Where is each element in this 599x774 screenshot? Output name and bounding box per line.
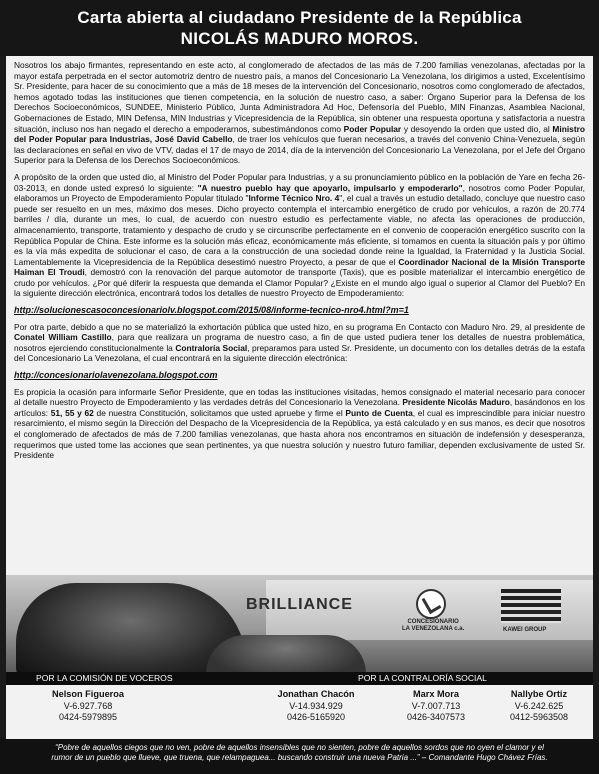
signer-2 — [256, 689, 376, 724]
concesionario-sign — [402, 619, 464, 633]
text-run: ", el cual a través un estudio detallado, concluye que nuestro caso puede ser resuelto en un mes, máximo dos meses. Dicho proyecto contempla el intercambio energético de crudo por vehículos, a razón de 20.774 barriles / día, durante un mes, lo cual, de acuerdo con nuestro estudio es perfectamente viable, no afecta las operaciones de producción, almacenamiento, transporte, tratamiento y despacho de crudo y se circunscribe perfectamente en el convenio de cooperación energético suscrito con la República Popular de China. Este informe es la solución más eficaz, económicamente más eficiente, si tomamos en cuenta la situación país y por último es la vía más expedita de solucionar el caso, de cara a la construcción de una sociedad donde reine la Igualdad, la Fraternidad y la Justicia Social. Lamentablemente la Vicepresidencia de la República desestimó nuestro Proyecto, a pesar de que el — [14, 193, 585, 267]
bold-run: "A nuestro pueblo hay que apoyarlo, impulsarlo y empoderarlo" — [197, 182, 463, 193]
closing-quote — [0, 739, 599, 774]
letter-text — [6, 56, 593, 461]
recipient-name: NICOLÁS MADURO MOROS. — [180, 29, 419, 48]
concesionario-logo-icon — [416, 589, 446, 619]
text-run: Es propicia la ocasión para informarle Señor Presidente, que en todas las instituciones visitadas, hemos consignado el material necesario para conocer al detalle nuestro Proyecto de Empoderamiento y las verdades detrás del Concesionario la Venezolana. — [14, 386, 585, 408]
dealership-photo — [6, 575, 593, 672]
text-run: , para que realizara un programa de nuestro caso, a fin de que usted pudiera tener los detalles de nuestra problemática, nosotros ejerciendo constitucionalmente la — [14, 332, 585, 353]
text-run: Nosotros los abajo firmantes, representando en este acto, al conglomerado de afectados de las más de 7.200 familias venezolanas, afectadas por la mayor estafa perpetrada en el sector automotriz dentro de nuestro país, a manos del Concesionario La Venezolana, los dirigimos a usted, Excelentísimo Sr. Presidente, para hacer de su conocimiento que a más de 18 meses de la intervención del Concesionario, nosotros como conglomerado de afectados, hemos agotado todas las instituciones que tienen competencia, en la solución de nuestro caso, a saber: Órgano Superior para la Defensa de los Derechos Socioeconómicos, SUNDEE, Ministerio Público, Junta Administradora Ad Hoc, Defensoría del Pueblo, MIN Finanzas, Asamblea Nacional, Gobernaciones de Estado, MIN Defensa, MIN Industrias y Vicepresidencia de la República, sin obtener una respuesta oportuna y satisfactoria a nuestra situación, incluso nos han negado el derecho a empoderarnos, subestimándonos como — [14, 60, 585, 134]
bold-run: Coordinador Nacional de la Misión Transporte Haiman El Troudi — [14, 256, 585, 278]
sign-line: LA VENEZOLANA c.a. — [402, 626, 465, 632]
text-run: , el cual es imprescindible para iniciar nuestro resarcimiento, el mismo según la Dirección del Despacho de la Vicepresidencia de la República, ya está calculado y en sus manos, es decir que nosotros el conglomerado de afectados de más de 7.200 familias venezolanas, que hasta ahora nos encontramos en situación de indefensión y desesperanza, requerimos que usted tome las acciones que sean pertinentes, ya que nuestra solución y nuestro futuro familiar, dependen exclusivamente de usted Sr. Presidente — [14, 407, 585, 461]
signer-phone: 0424-5979895 — [58, 712, 118, 722]
signer-name: Nallybe Ortiz — [510, 689, 568, 699]
signer-name: Nelson Figueroa — [52, 689, 124, 699]
text-run: , demostró con la renovación del parque automotor de transporte (Taxis), que es posible materializar el intercambio energético de crudo por vehículos. ¿Por qué diferir la respuesta que demanda el Clamor Popular? ¿Existe en el mundo algo igual o superior al Clamor del Pueblo? En la siguiente dirección electrónica, encontrará todos los detalles de nuestro Proyecto de Empoderamiento: — [14, 267, 585, 299]
text-run: Por otra parte, debido a que no se materializó la exhortación pública que usted hizo, en su programa En Contacto con Maduro Nro. 29, al presidente de — [14, 321, 585, 332]
signer-3 — [376, 689, 496, 724]
signer-phone: 0426-5165920 — [286, 712, 346, 722]
signers-block — [6, 685, 593, 739]
text-run: , nosotros como Poder Popular, elaboramos un Proyecto de Empoderamiento Popular titulado " — [14, 182, 585, 204]
text-run: de nuestra Constitución, solicitamos que usted apruebe y firme el — [93, 407, 346, 418]
bold-run: Presidente Nicolás Maduro — [402, 397, 510, 408]
text-run: , basándonos en los artículos: — [14, 397, 585, 418]
signer-id: V-6.242.625 — [514, 700, 564, 711]
blog-link[interactable]: http://concesionariolavenezolana.blogspot.com — [14, 370, 218, 381]
signer-phone: 0426-3407573 — [406, 712, 466, 722]
paragraph-1 — [14, 60, 585, 166]
sign-line: CONCESIONARIO — [407, 619, 459, 625]
commission-label: POR LA COMISIÓN DE VOCEROS — [36, 673, 173, 683]
letter-body — [6, 56, 593, 672]
bold-run: Punto de Cuenta — [345, 407, 413, 418]
bold-run: Informe Técnico Nro. 4 — [248, 193, 340, 204]
project-link[interactable]: http://solucionescasoconcesionariolv.blogspot.com/2015/08/informe-tecnico-nro4.html?m=1 — [14, 305, 409, 316]
quote-line: rumor de un pueblo que llueve, que truena, que relampaguea... buscando construir una nueva Patria ...” – Comandante Hugo Chávez Frías. — [51, 753, 548, 762]
bold-run: Conatel William Castillo — [14, 332, 112, 343]
paragraph-4 — [14, 387, 585, 461]
text-run: A propósito de la orden que usted dio, al Ministro del Poder Popular para Industrias, y a su pronunciamiento público en la población de Yare en fecha 26-03-2013, en donde usted expresó lo siguiente: — [14, 171, 585, 193]
letter-title: Carta abierta al ciudadano Presidente de la República — [77, 8, 522, 27]
bold-run: Ministro del Poder Popular para Industrias, José David Cabello — [14, 123, 585, 145]
signer-id: V-14.934.929 — [289, 700, 343, 711]
contraloria-label: POR LA CONTRALORÍA SOCIAL — [358, 673, 487, 683]
signer-id: V-7.007.713 — [411, 700, 461, 711]
bold-run: 51, 55 y 62 — [50, 407, 94, 418]
signers-bar — [6, 672, 593, 685]
signer-name: Jonathan Chacón — [277, 689, 355, 699]
signer-name: Marx Mora — [413, 689, 459, 699]
text-run: y desoyendo la orden que usted dio, al — [401, 123, 553, 134]
quote-line: “Pobre de aquellos ciegos que no ven, pobre de aquellos insensibles que no sienten, pobre de aquellos sordos que no oyen el clamor y el — [55, 743, 544, 752]
paragraph-3 — [14, 322, 585, 364]
paragraph-2 — [14, 172, 585, 299]
text-run: , preparamos para usted Sr. Presidente, un documento con los detalles detrás de la estafa del Concesionario La Venezolana, el cual encontrará en la siguiente dirección electrónica: — [14, 342, 585, 364]
text-run: , de traer los vehículos que fueran necesarios, a través del convenio China-Venezuela, según las declaraciones en señal en vivo de VTV, dadas el 17 de mayo de 2014, día de la intervención del Concesionario La Venezolana, por el Jefe del Órgano Superior para la Defensa de los Derechos Socioeconómicos. — [14, 134, 585, 166]
brilliance-sign: BRILLIANCE — [246, 596, 353, 613]
signer-id: V-6.927.768 — [63, 700, 113, 711]
signer-phone: 0412-5963508 — [509, 712, 569, 722]
bold-run: Poder Popular — [343, 123, 402, 134]
letter-header — [0, 0, 599, 56]
signer-1 — [28, 689, 148, 724]
bold-run: Contraloría Social — [175, 342, 248, 353]
car-image-rear — [206, 635, 366, 672]
signer-4 — [484, 689, 594, 724]
kawei-logo-icon — [501, 589, 561, 623]
kawei-sign: KAWEI GROUP — [503, 627, 547, 633]
